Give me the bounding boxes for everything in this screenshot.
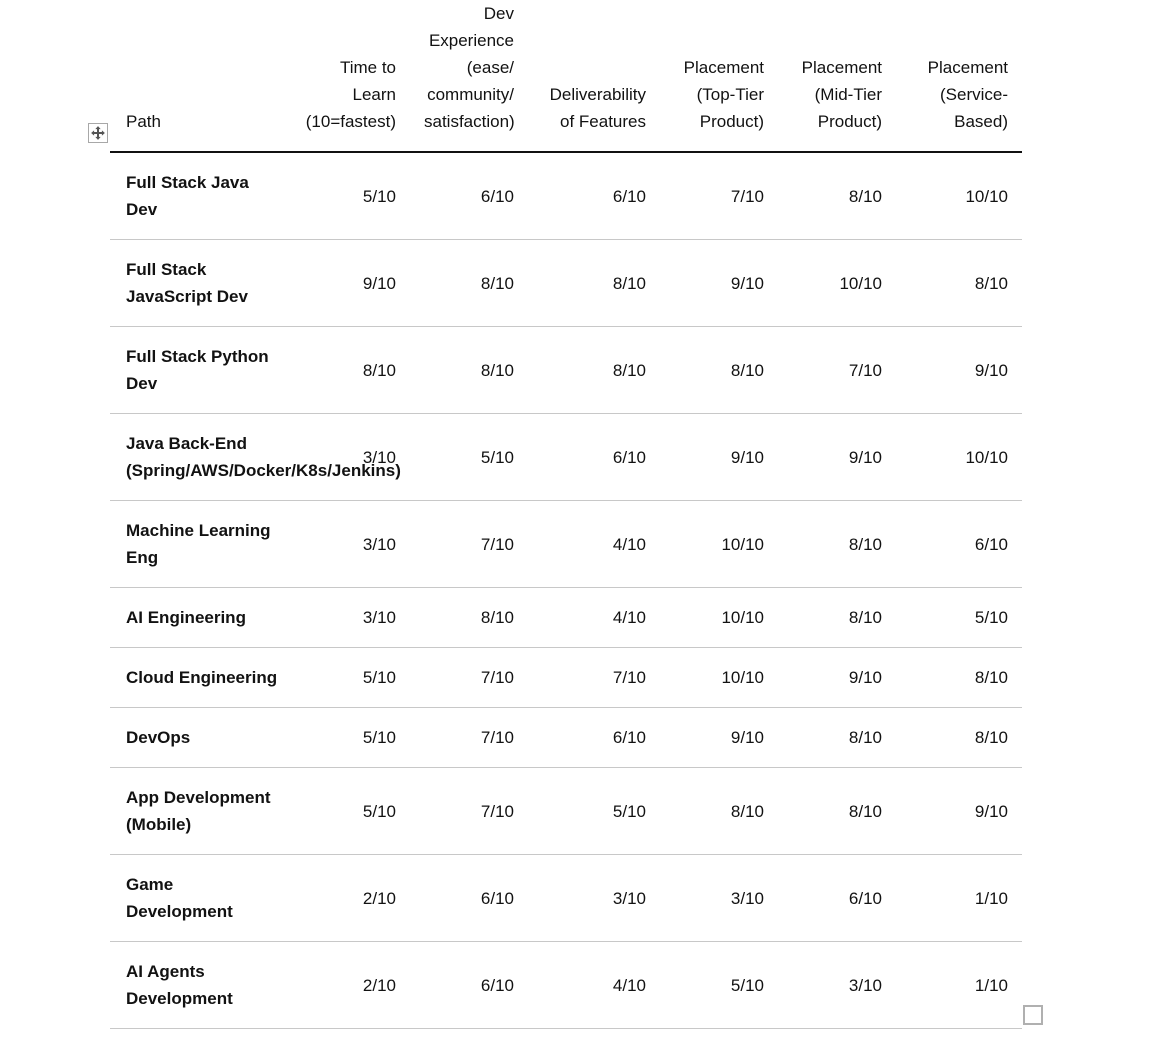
cell-deliv: 8/10 <box>528 240 660 327</box>
cell-svc: 10/10 <box>896 414 1022 501</box>
cell-deliv: 3/10 <box>528 855 660 942</box>
cell-deliv: 7/10 <box>528 648 660 708</box>
career-path-comparison-table <box>110 0 1022 1029</box>
cell-time: 5/10 <box>288 708 410 768</box>
cell-path: Cloud Engineering <box>110 648 288 708</box>
cell-svc: 1/10 <box>896 942 1022 1029</box>
cell-deliv: 4/10 <box>528 588 660 648</box>
column-header-dev-experience[interactable]: Dev Experience (ease/ community/ satisfaction) <box>410 0 528 152</box>
cell-time: 5/10 <box>288 648 410 708</box>
cell-path: Machine Learning Eng <box>110 501 288 588</box>
cell-svc: 10/10 <box>896 152 1022 240</box>
cell-time: 2/10 <box>288 855 410 942</box>
cell-svc: 6/10 <box>896 501 1022 588</box>
cell-deliv: 4/10 <box>528 942 660 1029</box>
cell-top: 10/10 <box>660 648 778 708</box>
cell-mid: 8/10 <box>778 152 896 240</box>
comparison-table-container <box>110 0 1022 1029</box>
cell-deliv: 6/10 <box>528 414 660 501</box>
column-header-path[interactable]: Path <box>110 0 288 152</box>
cell-svc: 8/10 <box>896 648 1022 708</box>
cell-path: App Development (Mobile) <box>110 768 288 855</box>
table-row[interactable] <box>110 648 1022 708</box>
cell-top: 10/10 <box>660 588 778 648</box>
header-row <box>110 0 1022 152</box>
cell-top: 3/10 <box>660 855 778 942</box>
cell-mid: 8/10 <box>778 708 896 768</box>
cell-mid: 8/10 <box>778 588 896 648</box>
cell-svc: 5/10 <box>896 588 1022 648</box>
cell-svc: 9/10 <box>896 327 1022 414</box>
cell-top: 8/10 <box>660 327 778 414</box>
cell-top: 9/10 <box>660 240 778 327</box>
cell-path: Full Stack Python Dev <box>110 327 288 414</box>
table-row[interactable] <box>110 855 1022 942</box>
table-resize-square-icon[interactable] <box>1023 1005 1043 1025</box>
cell-time: 3/10 <box>288 414 410 501</box>
cell-path: AI Agents Development <box>110 942 288 1029</box>
cell-deliv: 8/10 <box>528 327 660 414</box>
cell-mid: 6/10 <box>778 855 896 942</box>
cell-time: 5/10 <box>288 152 410 240</box>
table-row[interactable] <box>110 768 1022 855</box>
column-header-placement-mid-tier[interactable]: Placement (Mid-Tier Product) <box>778 0 896 152</box>
cell-svc: 8/10 <box>896 240 1022 327</box>
cell-dev: 8/10 <box>410 327 528 414</box>
column-header-deliverability[interactable]: Deliverability of Features <box>528 0 660 152</box>
cell-mid: 3/10 <box>778 942 896 1029</box>
table-row[interactable] <box>110 588 1022 648</box>
cell-top: 5/10 <box>660 942 778 1029</box>
cell-time: 5/10 <box>288 768 410 855</box>
column-header-placement-top-tier[interactable]: Placement (Top-Tier Product) <box>660 0 778 152</box>
cell-time: 3/10 <box>288 588 410 648</box>
cell-deliv: 6/10 <box>528 152 660 240</box>
cell-dev: 8/10 <box>410 240 528 327</box>
cell-mid: 9/10 <box>778 648 896 708</box>
cell-top: 7/10 <box>660 152 778 240</box>
table-body <box>110 152 1022 1029</box>
cell-deliv: 5/10 <box>528 768 660 855</box>
table-row[interactable] <box>110 501 1022 588</box>
cell-time: 2/10 <box>288 942 410 1029</box>
cell-mid: 9/10 <box>778 414 896 501</box>
cell-dev: 7/10 <box>410 708 528 768</box>
table-header <box>110 0 1022 152</box>
cell-path: Game Development <box>110 855 288 942</box>
cell-dev: 6/10 <box>410 942 528 1029</box>
cell-dev: 8/10 <box>410 588 528 648</box>
cell-svc: 9/10 <box>896 768 1022 855</box>
cell-top: 9/10 <box>660 708 778 768</box>
table-row[interactable] <box>110 327 1022 414</box>
cell-top: 10/10 <box>660 501 778 588</box>
cell-dev: 7/10 <box>410 648 528 708</box>
cell-time: 8/10 <box>288 327 410 414</box>
cell-path: Java Back-End (Spring/AWS/Docker/K8s/Jenkins) <box>110 414 288 501</box>
table-row[interactable] <box>110 708 1022 768</box>
column-header-time-to-learn[interactable]: Time to Learn (10=fastest) <box>288 0 410 152</box>
cell-deliv: 4/10 <box>528 501 660 588</box>
cell-time: 9/10 <box>288 240 410 327</box>
cell-path: Full Stack Java Dev <box>110 152 288 240</box>
cell-mid: 8/10 <box>778 768 896 855</box>
cell-dev: 7/10 <box>410 768 528 855</box>
table-row[interactable] <box>110 942 1022 1029</box>
cell-top: 9/10 <box>660 414 778 501</box>
cell-dev: 6/10 <box>410 855 528 942</box>
column-header-placement-service[interactable]: Placement (Service-Based) <box>896 0 1022 152</box>
cell-svc: 8/10 <box>896 708 1022 768</box>
cell-top: 8/10 <box>660 768 778 855</box>
cell-dev: 5/10 <box>410 414 528 501</box>
cell-dev: 6/10 <box>410 152 528 240</box>
table-move-cross-icon[interactable] <box>88 123 108 143</box>
cell-mid: 8/10 <box>778 501 896 588</box>
cell-time: 3/10 <box>288 501 410 588</box>
table-row[interactable] <box>110 414 1022 501</box>
cell-svc: 1/10 <box>896 855 1022 942</box>
cell-path: Full Stack JavaScript Dev <box>110 240 288 327</box>
cell-dev: 7/10 <box>410 501 528 588</box>
cell-path: DevOps <box>110 708 288 768</box>
table-row[interactable] <box>110 152 1022 240</box>
cell-deliv: 6/10 <box>528 708 660 768</box>
cell-path: AI Engineering <box>110 588 288 648</box>
cell-mid: 10/10 <box>778 240 896 327</box>
cell-mid: 7/10 <box>778 327 896 414</box>
table-row[interactable] <box>110 240 1022 327</box>
